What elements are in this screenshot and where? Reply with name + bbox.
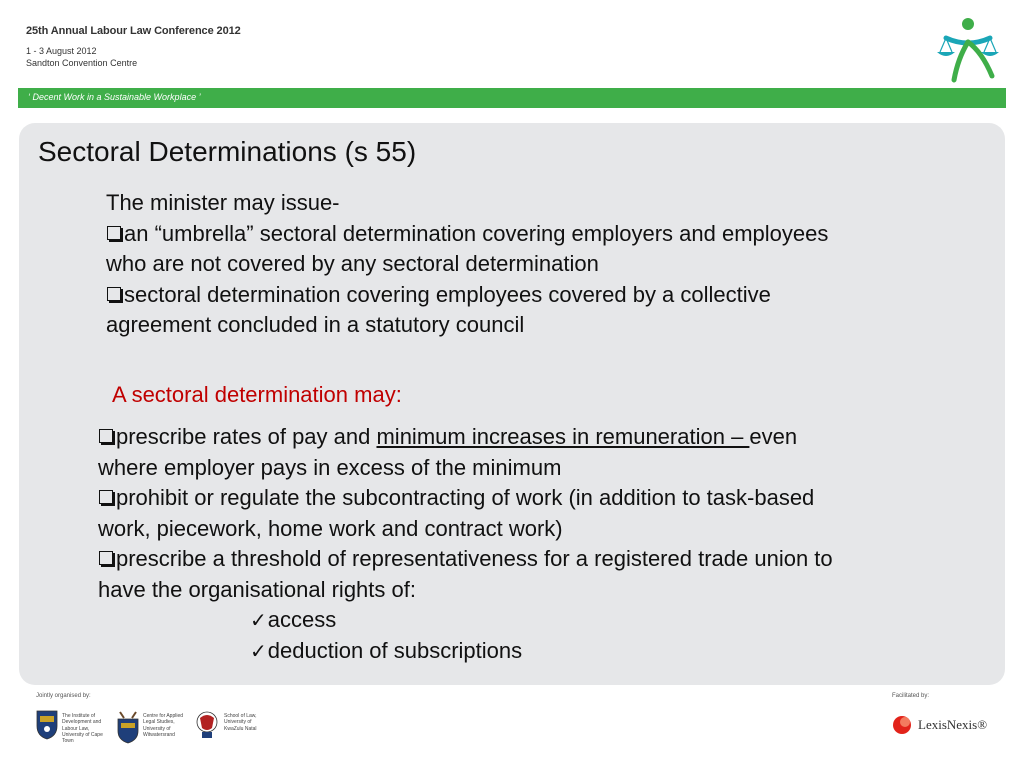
list-item	[98, 483, 978, 514]
determination-may-list	[98, 422, 978, 666]
checkbox-bullet-icon	[99, 551, 113, 565]
organiser-text: Centre for Applied Legal Studies, University of Witwatersrand	[143, 713, 184, 738]
list-item	[98, 544, 978, 575]
intro-line: The minister may issue-	[106, 190, 340, 215]
wits-crest-icon	[116, 710, 140, 744]
checkmark-icon: ✓	[250, 608, 267, 632]
tagline-bar	[18, 88, 1006, 108]
checkbox-bullet-icon	[99, 490, 113, 504]
list-item-text: even	[749, 424, 798, 449]
lexisnexis-logo-text: LexisNexis®	[918, 717, 988, 732]
ukzn-crest-icon	[196, 710, 218, 740]
organiser-text: School of Law, University of KwaZulu Natal	[224, 713, 257, 732]
uct-crest-icon	[36, 710, 58, 740]
conference-venue: Sandton Convention Centre	[26, 58, 138, 68]
right-item	[98, 636, 978, 667]
tagline: ‘ Decent Work in a Sustainable Workplace ’	[28, 92, 201, 102]
list-item-continuation: agreement concluded in a statutory council	[106, 312, 525, 337]
list-item	[106, 219, 976, 250]
organised-label: Jointly organised by:	[36, 693, 91, 699]
list-item-text: prohibit or regulate the subcontracting of work (in addition to task-based	[116, 485, 815, 510]
slide-title: Sectoral Determinations (s 55)	[38, 136, 417, 167]
header	[0, 0, 1024, 88]
right-item	[98, 605, 978, 636]
sub-heading: A sectoral determination may:	[112, 382, 402, 407]
list-item-continuation: who are not covered by any sectoral determination	[106, 251, 599, 276]
list-item-text: sectoral determination covering employees covered by a collective	[124, 281, 771, 307]
minister-issue-list	[106, 188, 976, 341]
organiser-text: The Institute of Development and Labour Law, University of Cape Town	[62, 713, 103, 745]
right-item-text: access	[267, 607, 337, 632]
conference-title: 25th Annual Labour Law Conference 2012	[26, 25, 241, 37]
list-item	[106, 280, 976, 311]
list-item	[98, 422, 978, 453]
underlined-text: minimum increases in remuneration –	[376, 424, 750, 449]
checkbox-bullet-icon	[107, 287, 121, 301]
list-item-text: prescribe a threshold of representativeness for a registered trade union to	[116, 546, 833, 571]
list-item-continuation: work, piecework, home work and contract work)	[98, 515, 563, 541]
right-item-text: deduction of subscriptions	[267, 637, 523, 663]
balance-scales-figure-icon	[932, 14, 1004, 86]
conference-dates: 1 - 3 August 2012	[26, 46, 97, 56]
list-item-text: prescribe rates of pay and	[116, 424, 377, 449]
list-item-text: an “umbrella” sectoral determination covering employers and employees	[124, 220, 829, 246]
list-item-continuation: have the organisational rights of:	[98, 576, 416, 602]
list-item-continuation: where employer pays in excess of the minimum	[98, 454, 562, 480]
checkmark-icon: ✓	[250, 638, 267, 663]
checkbox-bullet-icon	[107, 226, 121, 240]
checkbox-bullet-icon	[99, 429, 113, 443]
facilitated-label: Facilitated by:	[892, 693, 930, 699]
